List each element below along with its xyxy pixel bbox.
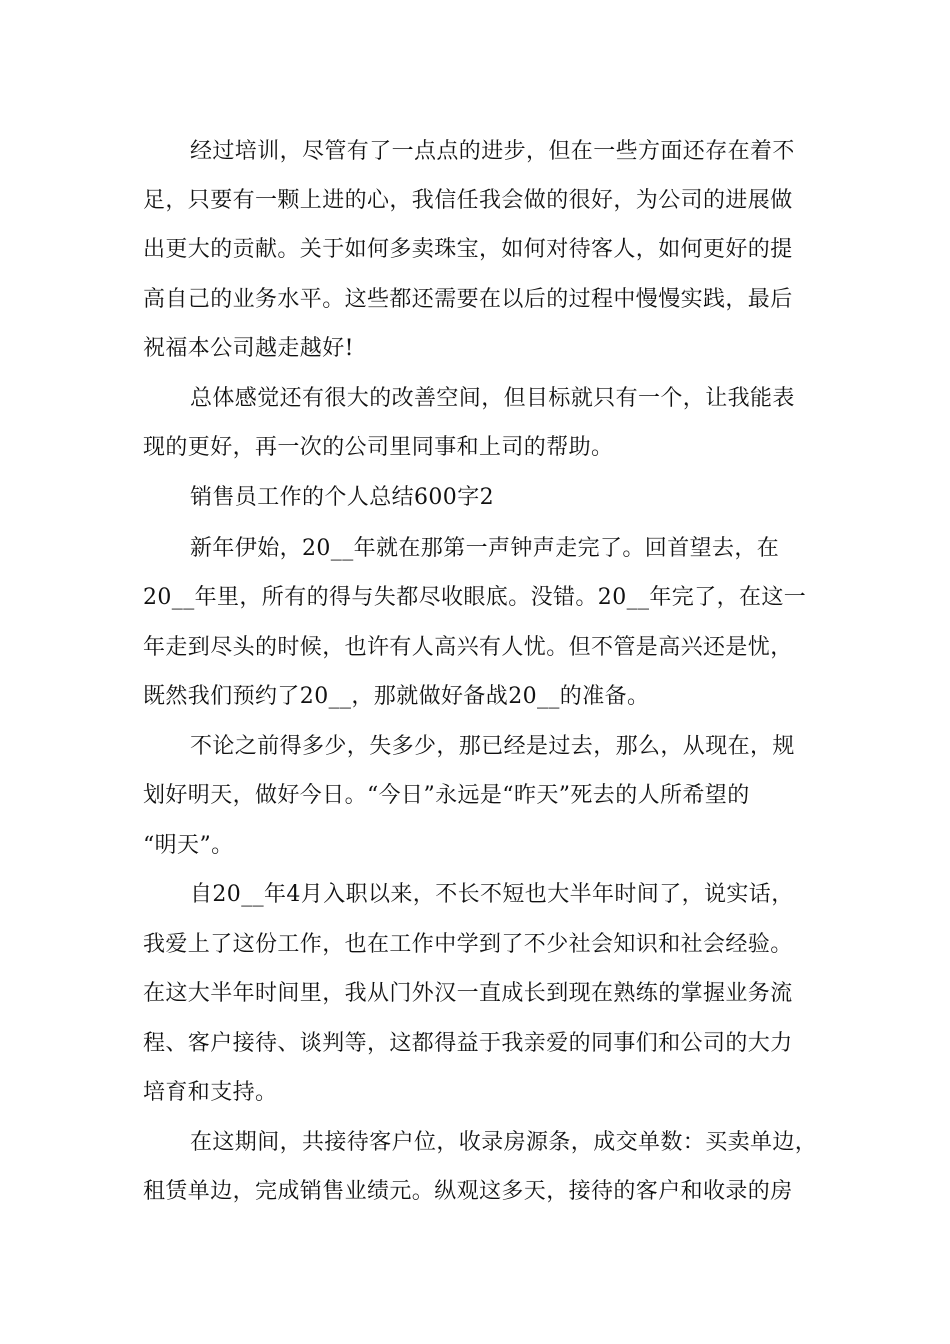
paragraph-line: 划好明天，做好今日。“今日”永远是“昨天”死去的人所希望的 — [143, 783, 750, 808]
paragraph-line: 出更大的贡献。关于如何多卖珠宝，如何对待客人，如何更好的提 — [143, 237, 793, 262]
paragraph-line: 祝福本公司越走越好! — [143, 336, 354, 361]
paragraph-line: 租赁单边，完成销售业绩元。纵观这多天，接待的客户和收录的房 — [143, 1179, 793, 1204]
paragraph-line: 足，只要有一颗上进的心，我信任我会做的很好，为公司的进展做 — [143, 188, 793, 213]
paragraph-line: 20__年里，所有的得与失都尽收眼底。没错。20__年完了，在这一 — [143, 585, 807, 610]
paragraph-line: 在这期间，共接待客户位，收录房源条，成交单数：买卖单边， — [190, 1130, 818, 1155]
paragraph-line: 既然我们预约了20__，那就做好备战20__的准备。 — [143, 684, 650, 709]
paragraph-line: 高自己的业务水平。这些都还需要在以后的过程中慢慢实践，最后 — [143, 287, 793, 312]
paragraph-line: 年走到尽头的时候，也许有人高兴有人忧。但不管是高兴还是忧， — [143, 635, 793, 660]
paragraph-line: 新年伊始，20__年就在那第一声钟声走完了。回首望去，在 — [190, 536, 780, 561]
paragraph-line: 总体感觉还有很大的改善空间，但目标就只有一个，让我能表 — [190, 386, 795, 411]
paragraph-line: 经过培训，尽管有了一点点的进步，但在一些方面还存在着不 — [190, 139, 795, 164]
paragraph-line: 现的更好，再一次的公司里同事和上司的帮助。 — [143, 435, 614, 460]
paragraph-line: 自20__年4月入职以来，不长不短也大半年时间了，说实话， — [190, 882, 794, 907]
paragraph-line: 不论之前得多少，失多少，那已经是过去，那么，从现在，规 — [190, 734, 795, 759]
paragraph-line: 培育和支持。 — [143, 1080, 278, 1105]
paragraph-line: 程、客户接待、谈判等，这都得益于我亲爱的同事们和公司的大力 — [143, 1031, 793, 1056]
section-heading: 销售员工作的个人总结600字2 — [190, 485, 494, 510]
paragraph-line: 我爱上了这份工作，也在工作中学到了不少社会知识和社会经验。 — [143, 932, 793, 957]
paragraph-line: “明天”。 — [143, 833, 234, 858]
paragraph-line: 在这大半年时间里，我从门外汉一直成长到现在熟练的掌握业务流 — [143, 981, 793, 1006]
